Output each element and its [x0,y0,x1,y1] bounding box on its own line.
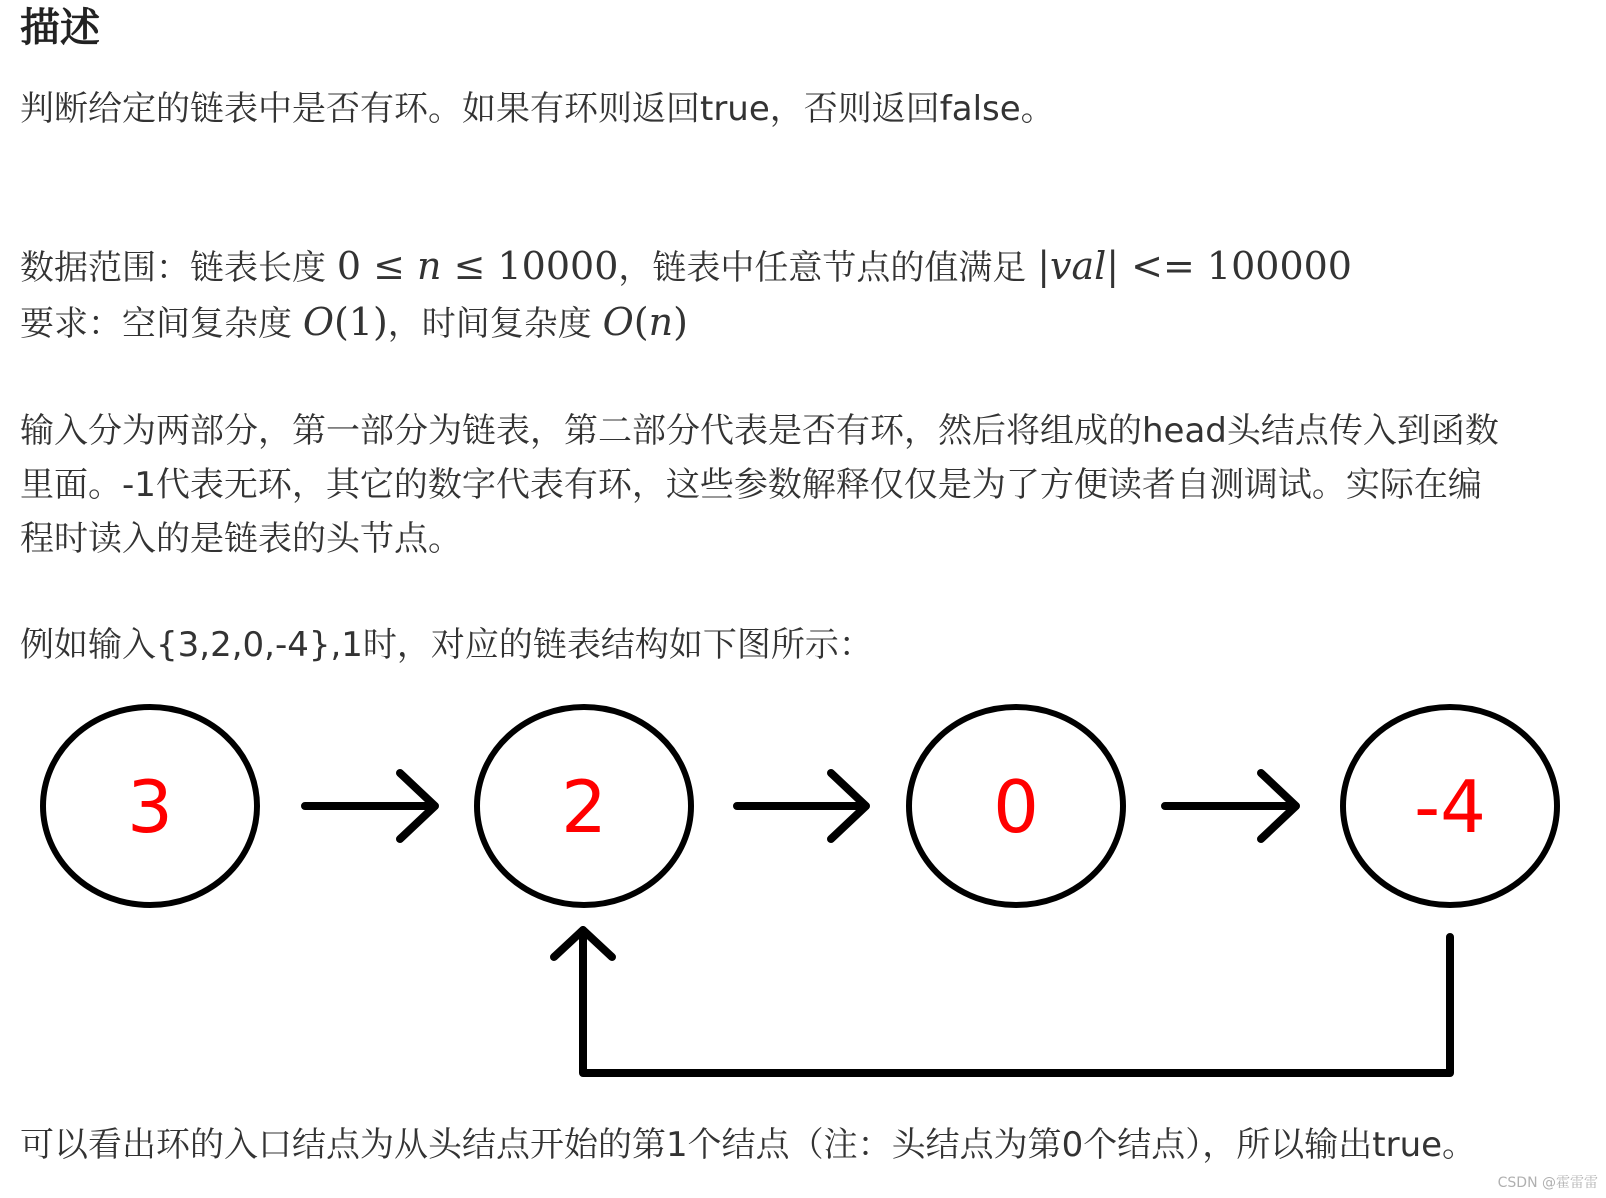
watermark: CSDN @霍雷雷 [1497,1175,1598,1191]
section-heading: 描述 [20,5,100,51]
example-intro: 例如输入{3,2,0,-4},1时，对应的链表结构如下图所示： [20,625,873,665]
node-value-label: -4 [1414,765,1486,849]
input-explanation-line-1: 输入分为两部分，第一部分为链表，第二部分代表是否有环，然后将组成的head头结点传入到函数 [20,411,1499,451]
input-explanation-line-3: 程时读入的是链表的头节点。 [20,519,462,559]
math-space-complexity: O(1) [302,300,388,344]
arrow-node-0-to-1 [305,773,435,839]
math-time-complexity: O(n) [602,300,688,344]
math-val-range: |val| <= 100000 [1037,244,1352,288]
data-range-line [20,236,1352,297]
arrow-node-1-to-2 [737,773,866,839]
data-range-prefix: 数据范围：链表长度 [20,248,337,288]
input-explanation-line-2: 里面。-1代表无环，其它的数字代表有环，这些参数解释仅仅是为了方便读者自测调试。实际在编 [20,465,1482,505]
arrow-node-2-to-3 [1165,773,1296,839]
node-value-label: 3 [127,765,173,849]
conclusion: 可以看出环的入口结点为从头结点开始的第1个结点（注：头结点为第0个结点），所以输出true。 [20,1125,1477,1165]
list-node-0 [43,707,257,905]
linked-list-diagram [0,690,1606,1110]
node-value-label: 0 [993,765,1039,849]
requirement-prefix: 要求：空间复杂度 [20,304,303,344]
complexity-requirement-line [20,292,688,353]
problem-description: 判断给定的链表中是否有环。如果有环则返回true，否则返回false。 [20,89,1055,129]
list-node-1 [477,707,691,905]
cycle-back-arrow [554,930,1450,1073]
data-range-middle: ，链表中任意节点的值满足 [618,248,1038,288]
list-node-2 [909,707,1123,905]
requirement-middle: ，时间复杂度 [387,304,603,344]
node-value-label: 2 [561,765,607,849]
list-node-3 [1343,707,1557,905]
math-n-range: 0 ≤ n ≤ 10000 [336,244,619,288]
